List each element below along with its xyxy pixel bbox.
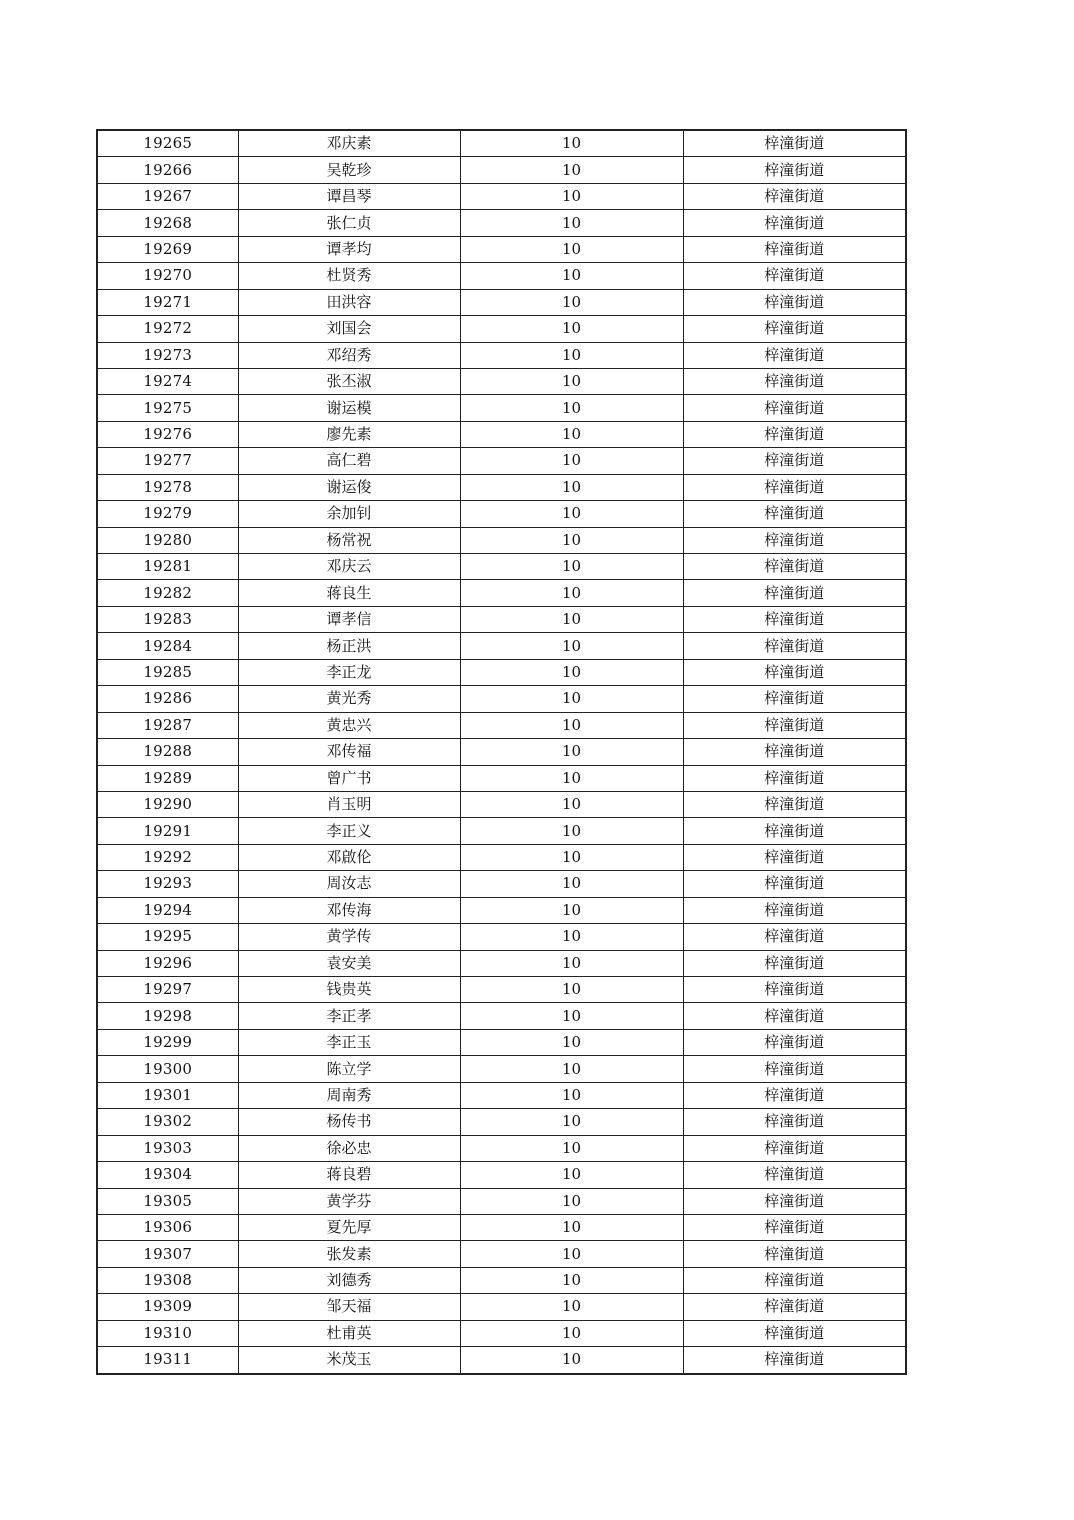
data-table [96,129,907,1375]
cell-id: 19278 [97,474,238,500]
cell-amount: 10 [460,554,683,580]
table-row [97,659,906,685]
cell-street: 梓潼街道 [683,1082,906,1108]
cell-name: 黄学芬 [238,1188,460,1214]
table-row [97,263,906,289]
cell-amount: 10 [460,606,683,632]
cell-id: 19265 [97,130,238,157]
cell-amount: 10 [460,210,683,236]
cell-name: 蒋良生 [238,580,460,606]
cell-amount: 10 [460,448,683,474]
table-row [97,501,906,527]
cell-street: 梓潼街道 [683,474,906,500]
table-row [97,1241,906,1267]
cell-id: 19282 [97,580,238,606]
cell-amount: 10 [460,501,683,527]
table-row [97,1135,906,1161]
cell-id: 19296 [97,950,238,976]
cell-id: 19269 [97,236,238,262]
cell-id: 19303 [97,1135,238,1161]
table-row [97,289,906,315]
cell-id: 19293 [97,871,238,897]
table-row [97,686,906,712]
table-row [97,1109,906,1135]
cell-id: 19300 [97,1056,238,1082]
cell-street: 梓潼街道 [683,1188,906,1214]
cell-street: 梓潼街道 [683,130,906,157]
table-row [97,1267,906,1293]
cell-name: 蒋良碧 [238,1162,460,1188]
cell-street: 梓潼街道 [683,659,906,685]
cell-name: 李正义 [238,818,460,844]
cell-id: 19284 [97,633,238,659]
cell-id: 19298 [97,1003,238,1029]
cell-name: 米茂玉 [238,1347,460,1374]
cell-street: 梓潼街道 [683,554,906,580]
cell-name: 钱贵英 [238,977,460,1003]
cell-name: 田洪容 [238,289,460,315]
cell-name: 夏先厚 [238,1214,460,1240]
cell-street: 梓潼街道 [683,368,906,394]
cell-amount: 10 [460,395,683,421]
cell-id: 19290 [97,791,238,817]
table-row [97,739,906,765]
cell-id: 19275 [97,395,238,421]
cell-amount: 10 [460,844,683,870]
cell-amount: 10 [460,924,683,950]
cell-street: 梓潼街道 [683,1056,906,1082]
table-row [97,1188,906,1214]
cell-id: 19266 [97,157,238,183]
cell-id: 19274 [97,368,238,394]
cell-name: 黄光秀 [238,686,460,712]
cell-street: 梓潼街道 [683,316,906,342]
cell-amount: 10 [460,289,683,315]
cell-street: 梓潼街道 [683,236,906,262]
cell-id: 19271 [97,289,238,315]
cell-id: 19307 [97,1241,238,1267]
cell-name: 杨传书 [238,1109,460,1135]
cell-street: 梓潼街道 [683,448,906,474]
cell-street: 梓潼街道 [683,977,906,1003]
cell-street: 梓潼街道 [683,950,906,976]
cell-amount: 10 [460,1347,683,1374]
table-row [97,236,906,262]
cell-name: 李正龙 [238,659,460,685]
cell-name: 邹天福 [238,1294,460,1320]
table-row [97,1082,906,1108]
cell-street: 梓潼街道 [683,342,906,368]
cell-name: 刘德秀 [238,1267,460,1293]
cell-street: 梓潼街道 [683,1267,906,1293]
table-row [97,448,906,474]
table-row [97,818,906,844]
cell-id: 19280 [97,527,238,553]
cell-name: 吴乾珍 [238,157,460,183]
cell-id: 19299 [97,1029,238,1055]
table-row [97,580,906,606]
cell-name: 谢运俊 [238,474,460,500]
cell-amount: 10 [460,527,683,553]
cell-id: 19309 [97,1294,238,1320]
table-row [97,342,906,368]
cell-id: 19288 [97,739,238,765]
cell-street: 梓潼街道 [683,1135,906,1161]
table-row [97,791,906,817]
cell-street: 梓潼街道 [683,501,906,527]
table-row [97,924,906,950]
cell-name: 谢运模 [238,395,460,421]
cell-street: 梓潼街道 [683,157,906,183]
cell-amount: 10 [460,818,683,844]
cell-street: 梓潼街道 [683,1029,906,1055]
cell-name: 曾广书 [238,765,460,791]
cell-street: 梓潼街道 [683,527,906,553]
cell-amount: 10 [460,1214,683,1240]
cell-amount: 10 [460,950,683,976]
table-row [97,316,906,342]
cell-street: 梓潼街道 [683,633,906,659]
cell-name: 刘国会 [238,316,460,342]
cell-name: 张仁贞 [238,210,460,236]
cell-street: 梓潼街道 [683,739,906,765]
cell-street: 梓潼街道 [683,818,906,844]
cell-amount: 10 [460,1082,683,1108]
cell-street: 梓潼街道 [683,1214,906,1240]
cell-id: 19286 [97,686,238,712]
table-row [97,977,906,1003]
cell-amount: 10 [460,739,683,765]
cell-street: 梓潼街道 [683,263,906,289]
table-row [97,554,906,580]
cell-id: 19285 [97,659,238,685]
cell-name: 杨正洪 [238,633,460,659]
cell-street: 梓潼街道 [683,1294,906,1320]
table-row [97,633,906,659]
cell-name: 袁安美 [238,950,460,976]
cell-name: 周南秀 [238,1082,460,1108]
cell-id: 19305 [97,1188,238,1214]
cell-street: 梓潼街道 [683,924,906,950]
cell-name: 杨常祝 [238,527,460,553]
cell-amount: 10 [460,633,683,659]
cell-amount: 10 [460,712,683,738]
cell-street: 梓潼街道 [683,844,906,870]
cell-amount: 10 [460,263,683,289]
table-row [97,368,906,394]
cell-name: 杜贤秀 [238,263,460,289]
cell-street: 梓潼街道 [683,897,906,923]
cell-amount: 10 [460,342,683,368]
table-row [97,527,906,553]
cell-name: 邓庆素 [238,130,460,157]
cell-street: 梓潼街道 [683,871,906,897]
cell-name: 杜甫英 [238,1320,460,1346]
table-row [97,474,906,500]
cell-amount: 10 [460,1320,683,1346]
cell-amount: 10 [460,897,683,923]
cell-name: 余加钊 [238,501,460,527]
cell-id: 19287 [97,712,238,738]
cell-amount: 10 [460,474,683,500]
cell-id: 19301 [97,1082,238,1108]
cell-name: 陈立学 [238,1056,460,1082]
table-row [97,1347,906,1374]
cell-amount: 10 [460,1162,683,1188]
cell-amount: 10 [460,368,683,394]
cell-id: 19283 [97,606,238,632]
cell-name: 邓啟伦 [238,844,460,870]
cell-amount: 10 [460,686,683,712]
cell-street: 梓潼街道 [683,210,906,236]
cell-id: 19267 [97,183,238,209]
cell-amount: 10 [460,316,683,342]
cell-street: 梓潼街道 [683,1241,906,1267]
cell-amount: 10 [460,765,683,791]
table-row [97,130,906,157]
cell-id: 19281 [97,554,238,580]
cell-amount: 10 [460,1241,683,1267]
table-row [97,421,906,447]
table-row [97,844,906,870]
table-row [97,871,906,897]
cell-street: 梓潼街道 [683,686,906,712]
cell-id: 19310 [97,1320,238,1346]
table-row [97,765,906,791]
cell-street: 梓潼街道 [683,765,906,791]
cell-name: 邓庆云 [238,554,460,580]
cell-amount: 10 [460,1135,683,1161]
cell-amount: 10 [460,580,683,606]
cell-street: 梓潼街道 [683,395,906,421]
cell-street: 梓潼街道 [683,1320,906,1346]
cell-amount: 10 [460,871,683,897]
table-row [97,395,906,421]
cell-id: 19308 [97,1267,238,1293]
cell-name: 谭昌琴 [238,183,460,209]
cell-id: 19302 [97,1109,238,1135]
cell-amount: 10 [460,977,683,1003]
cell-name: 肖玉明 [238,791,460,817]
cell-name: 谭孝信 [238,606,460,632]
cell-name: 张发素 [238,1241,460,1267]
cell-amount: 10 [460,1294,683,1320]
cell-name: 邓传福 [238,739,460,765]
table-row [97,157,906,183]
cell-amount: 10 [460,183,683,209]
table-row [97,183,906,209]
cell-amount: 10 [460,1109,683,1135]
cell-name: 张丕淑 [238,368,460,394]
table-row [97,1320,906,1346]
cell-amount: 10 [460,421,683,447]
cell-street: 梓潼街道 [683,712,906,738]
cell-name: 李正玉 [238,1029,460,1055]
cell-name: 周汝志 [238,871,460,897]
cell-amount: 10 [460,1056,683,1082]
table-row [97,1162,906,1188]
cell-amount: 10 [460,1003,683,1029]
cell-amount: 10 [460,1029,683,1055]
cell-street: 梓潼街道 [683,1347,906,1374]
cell-id: 19276 [97,421,238,447]
cell-street: 梓潼街道 [683,580,906,606]
cell-id: 19291 [97,818,238,844]
cell-amount: 10 [460,791,683,817]
cell-id: 19268 [97,210,238,236]
cell-amount: 10 [460,1267,683,1293]
cell-name: 黄学传 [238,924,460,950]
cell-street: 梓潼街道 [683,289,906,315]
table-row [97,1003,906,1029]
cell-street: 梓潼街道 [683,1162,906,1188]
cell-street: 梓潼街道 [683,791,906,817]
cell-amount: 10 [460,1188,683,1214]
cell-id: 19304 [97,1162,238,1188]
cell-id: 19311 [97,1347,238,1374]
cell-street: 梓潼街道 [683,606,906,632]
cell-street: 梓潼街道 [683,1003,906,1029]
cell-id: 19292 [97,844,238,870]
table-row [97,210,906,236]
cell-name: 高仁碧 [238,448,460,474]
table-row [97,950,906,976]
cell-id: 19272 [97,316,238,342]
cell-id: 19295 [97,924,238,950]
cell-amount: 10 [460,236,683,262]
cell-amount: 10 [460,157,683,183]
cell-id: 19297 [97,977,238,1003]
table-row [97,897,906,923]
cell-id: 19306 [97,1214,238,1240]
cell-street: 梓潼街道 [683,183,906,209]
cell-id: 19289 [97,765,238,791]
cell-name: 徐必忠 [238,1135,460,1161]
table-row [97,606,906,632]
cell-name: 邓传海 [238,897,460,923]
cell-name: 廖先素 [238,421,460,447]
cell-name: 谭孝均 [238,236,460,262]
cell-amount: 10 [460,130,683,157]
table-row [97,1214,906,1240]
cell-name: 黄忠兴 [238,712,460,738]
cell-id: 19273 [97,342,238,368]
table-row [97,1029,906,1055]
table-row [97,1056,906,1082]
cell-id: 19277 [97,448,238,474]
cell-name: 邓绍秀 [238,342,460,368]
table-row [97,712,906,738]
table-body [97,130,906,1374]
cell-id: 19294 [97,897,238,923]
cell-amount: 10 [460,659,683,685]
cell-name: 李正孝 [238,1003,460,1029]
table-row [97,1294,906,1320]
cell-street: 梓潼街道 [683,1109,906,1135]
cell-id: 19270 [97,263,238,289]
cell-street: 梓潼街道 [683,421,906,447]
cell-id: 19279 [97,501,238,527]
